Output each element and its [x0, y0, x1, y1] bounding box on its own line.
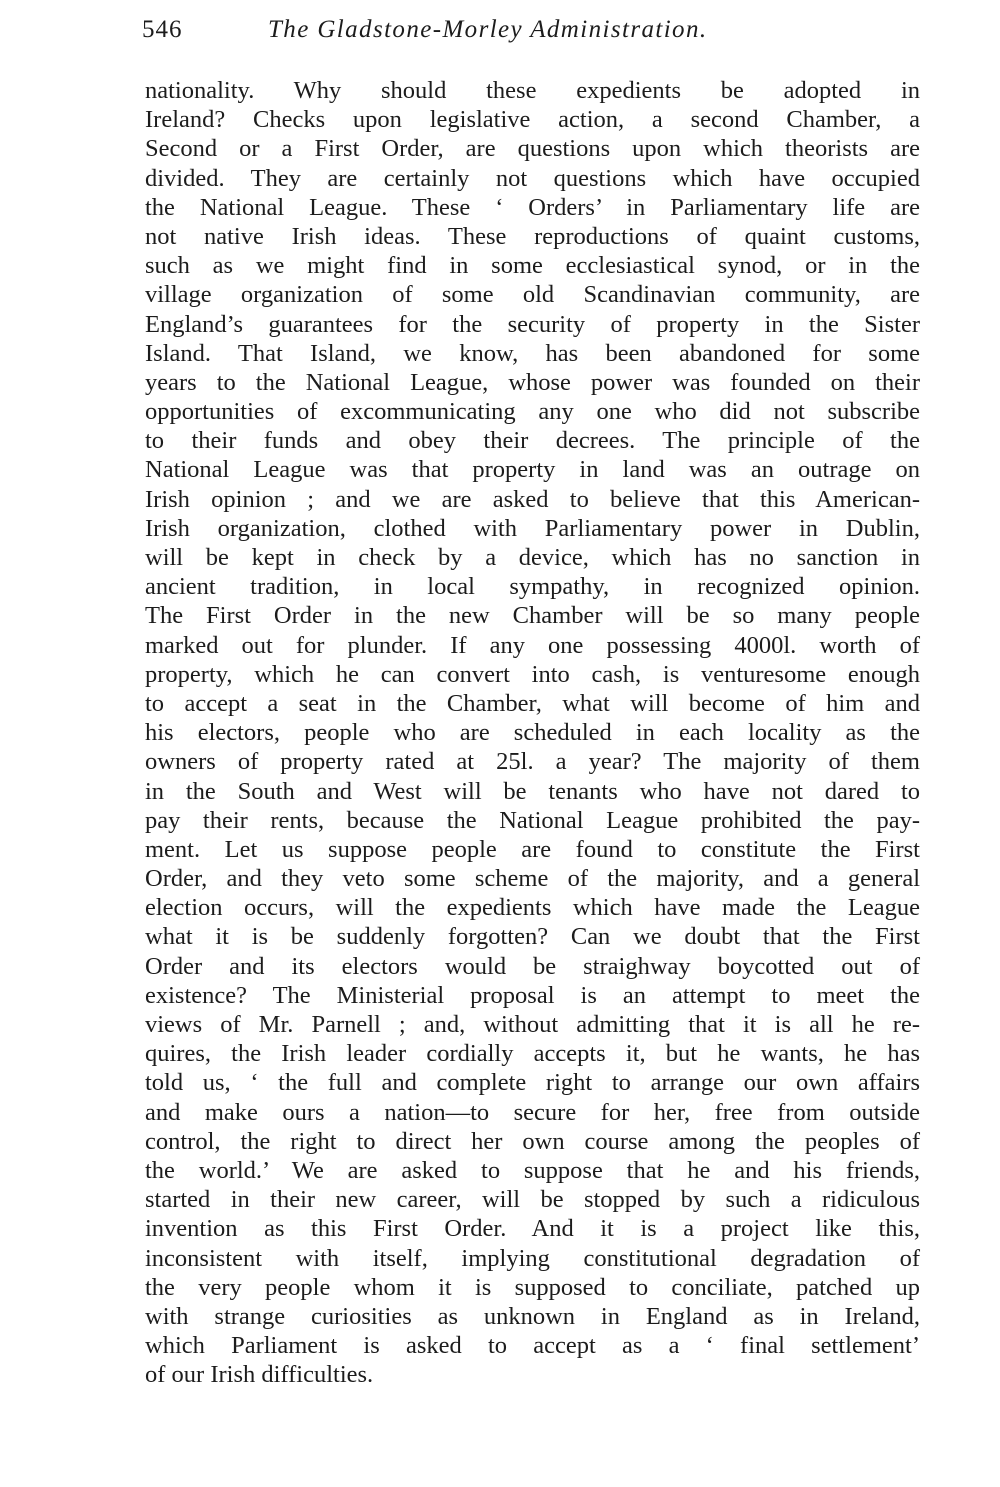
text-line: started in their new career, will be stopped by such a ridiculous: [145, 1186, 920, 1214]
running-title: The Gladstone-Morley Administration.: [268, 16, 708, 43]
text-line: of our Irish difficulties.: [145, 1361, 374, 1389]
text-line: property, which he can convert into cash, is venturesome enough: [145, 660, 920, 688]
text-line: ancient tradition, in local sympathy, in recognized opinion.: [145, 573, 920, 601]
text-line: pay their rents, because the National League prohibited the pay-: [145, 806, 920, 834]
text-line: The First Order in the new Chamber will be so many people: [145, 602, 920, 630]
text-line: inconsistent with itself, implying constitutional degradation of: [145, 1244, 920, 1272]
text-line: to their funds and obey their decrees. The principle of the: [145, 427, 920, 455]
text-line: existence? The Ministerial proposal is an attempt to meet the: [145, 981, 920, 1009]
page-number: 546: [142, 16, 183, 43]
body-paragraph: [145, 76, 920, 1389]
text-line: years to the National League, whose power was founded on their: [145, 368, 920, 396]
text-line: his electors, people who are scheduled in each locality as the: [145, 719, 920, 747]
text-line: Ireland? Checks upon legislative action, a second Chamber, a: [145, 106, 920, 134]
text-line: views of Mr. Parnell ; and, without admitting that it is all he re-: [145, 1011, 920, 1038]
text-line: nationality. Why should these expedients be adopted in: [145, 77, 920, 104]
text-line: the National League. These ‘ Orders’ in Parliamentary life are: [145, 193, 920, 221]
text-line: ment. Let us suppose people are found to constitute the First: [145, 835, 920, 863]
text-line: Order, and they veto some scheme of the majority, and a general: [145, 865, 920, 893]
text-line: quires, the Irish leader cordially accepts it, but he wants, he has: [145, 1040, 920, 1068]
text-line: the world.’ We are asked to suppose that he and his friends,: [145, 1156, 920, 1184]
text-line: invention as this First Order. And it is a project like this,: [145, 1215, 920, 1243]
text-line: National League was that property in land was an outrage on: [145, 456, 920, 484]
text-line: village organization of some old Scandinavian community, are: [145, 281, 920, 309]
text-line: what it is be suddenly forgotten? Can we doubt that the First: [145, 923, 920, 951]
text-line: owners of property rated at 25l. a year? The majority of them: [145, 748, 920, 776]
text-line: will be kept in check by a device, which has no sanction in: [145, 544, 920, 571]
text-line: Order and its electors would be straighway boycotted out of: [145, 952, 920, 980]
text-line: Irish opinion ; and we are asked to believe that this American-: [145, 485, 920, 513]
page-header: [138, 14, 924, 54]
text-line: Irish organization, clothed with Parliamentary power in Dublin,: [145, 514, 920, 542]
text-line: which Parliament is asked to accept as a ‘ final settlement’: [145, 1332, 920, 1360]
text-line: told us, ‘ the full and complete right to arrange our own affairs: [145, 1069, 920, 1097]
text-line: Island. That Island, we know, has been abandoned for some: [145, 339, 920, 367]
text-line: election occurs, will the expedients which have made the League: [145, 894, 920, 922]
text-line: Second or a First Order, are questions upon which theorists are: [145, 135, 920, 163]
text-line: the very people whom it is supposed to conciliate, patched up: [145, 1273, 920, 1301]
text-line: marked out for plunder. If any one possessing 4000l. worth of: [145, 631, 920, 659]
text-line: and make ours a nation—to secure for her, free from outside: [145, 1098, 920, 1126]
text-line: not native Irish ideas. These reproductions of quaint customs,: [145, 222, 920, 250]
text-line: control, the right to direct her own course among the peoples of: [145, 1127, 920, 1155]
text-line: England’s guarantees for the security of property in the Sister: [145, 310, 920, 338]
text-line: such as we might find in some ecclesiastical synod, or in the: [145, 252, 920, 280]
text-line: opportunities of excommunicating any one who did not subscribe: [145, 398, 920, 426]
text-line: to accept a seat in the Chamber, what will become of him and: [145, 689, 920, 717]
text-line: with strange curiosities as unknown in England as in Ireland,: [145, 1302, 920, 1330]
text-line: divided. They are certainly not questions which have occupied: [145, 164, 920, 192]
text-line: in the South and West will be tenants who have not dared to: [145, 777, 920, 805]
